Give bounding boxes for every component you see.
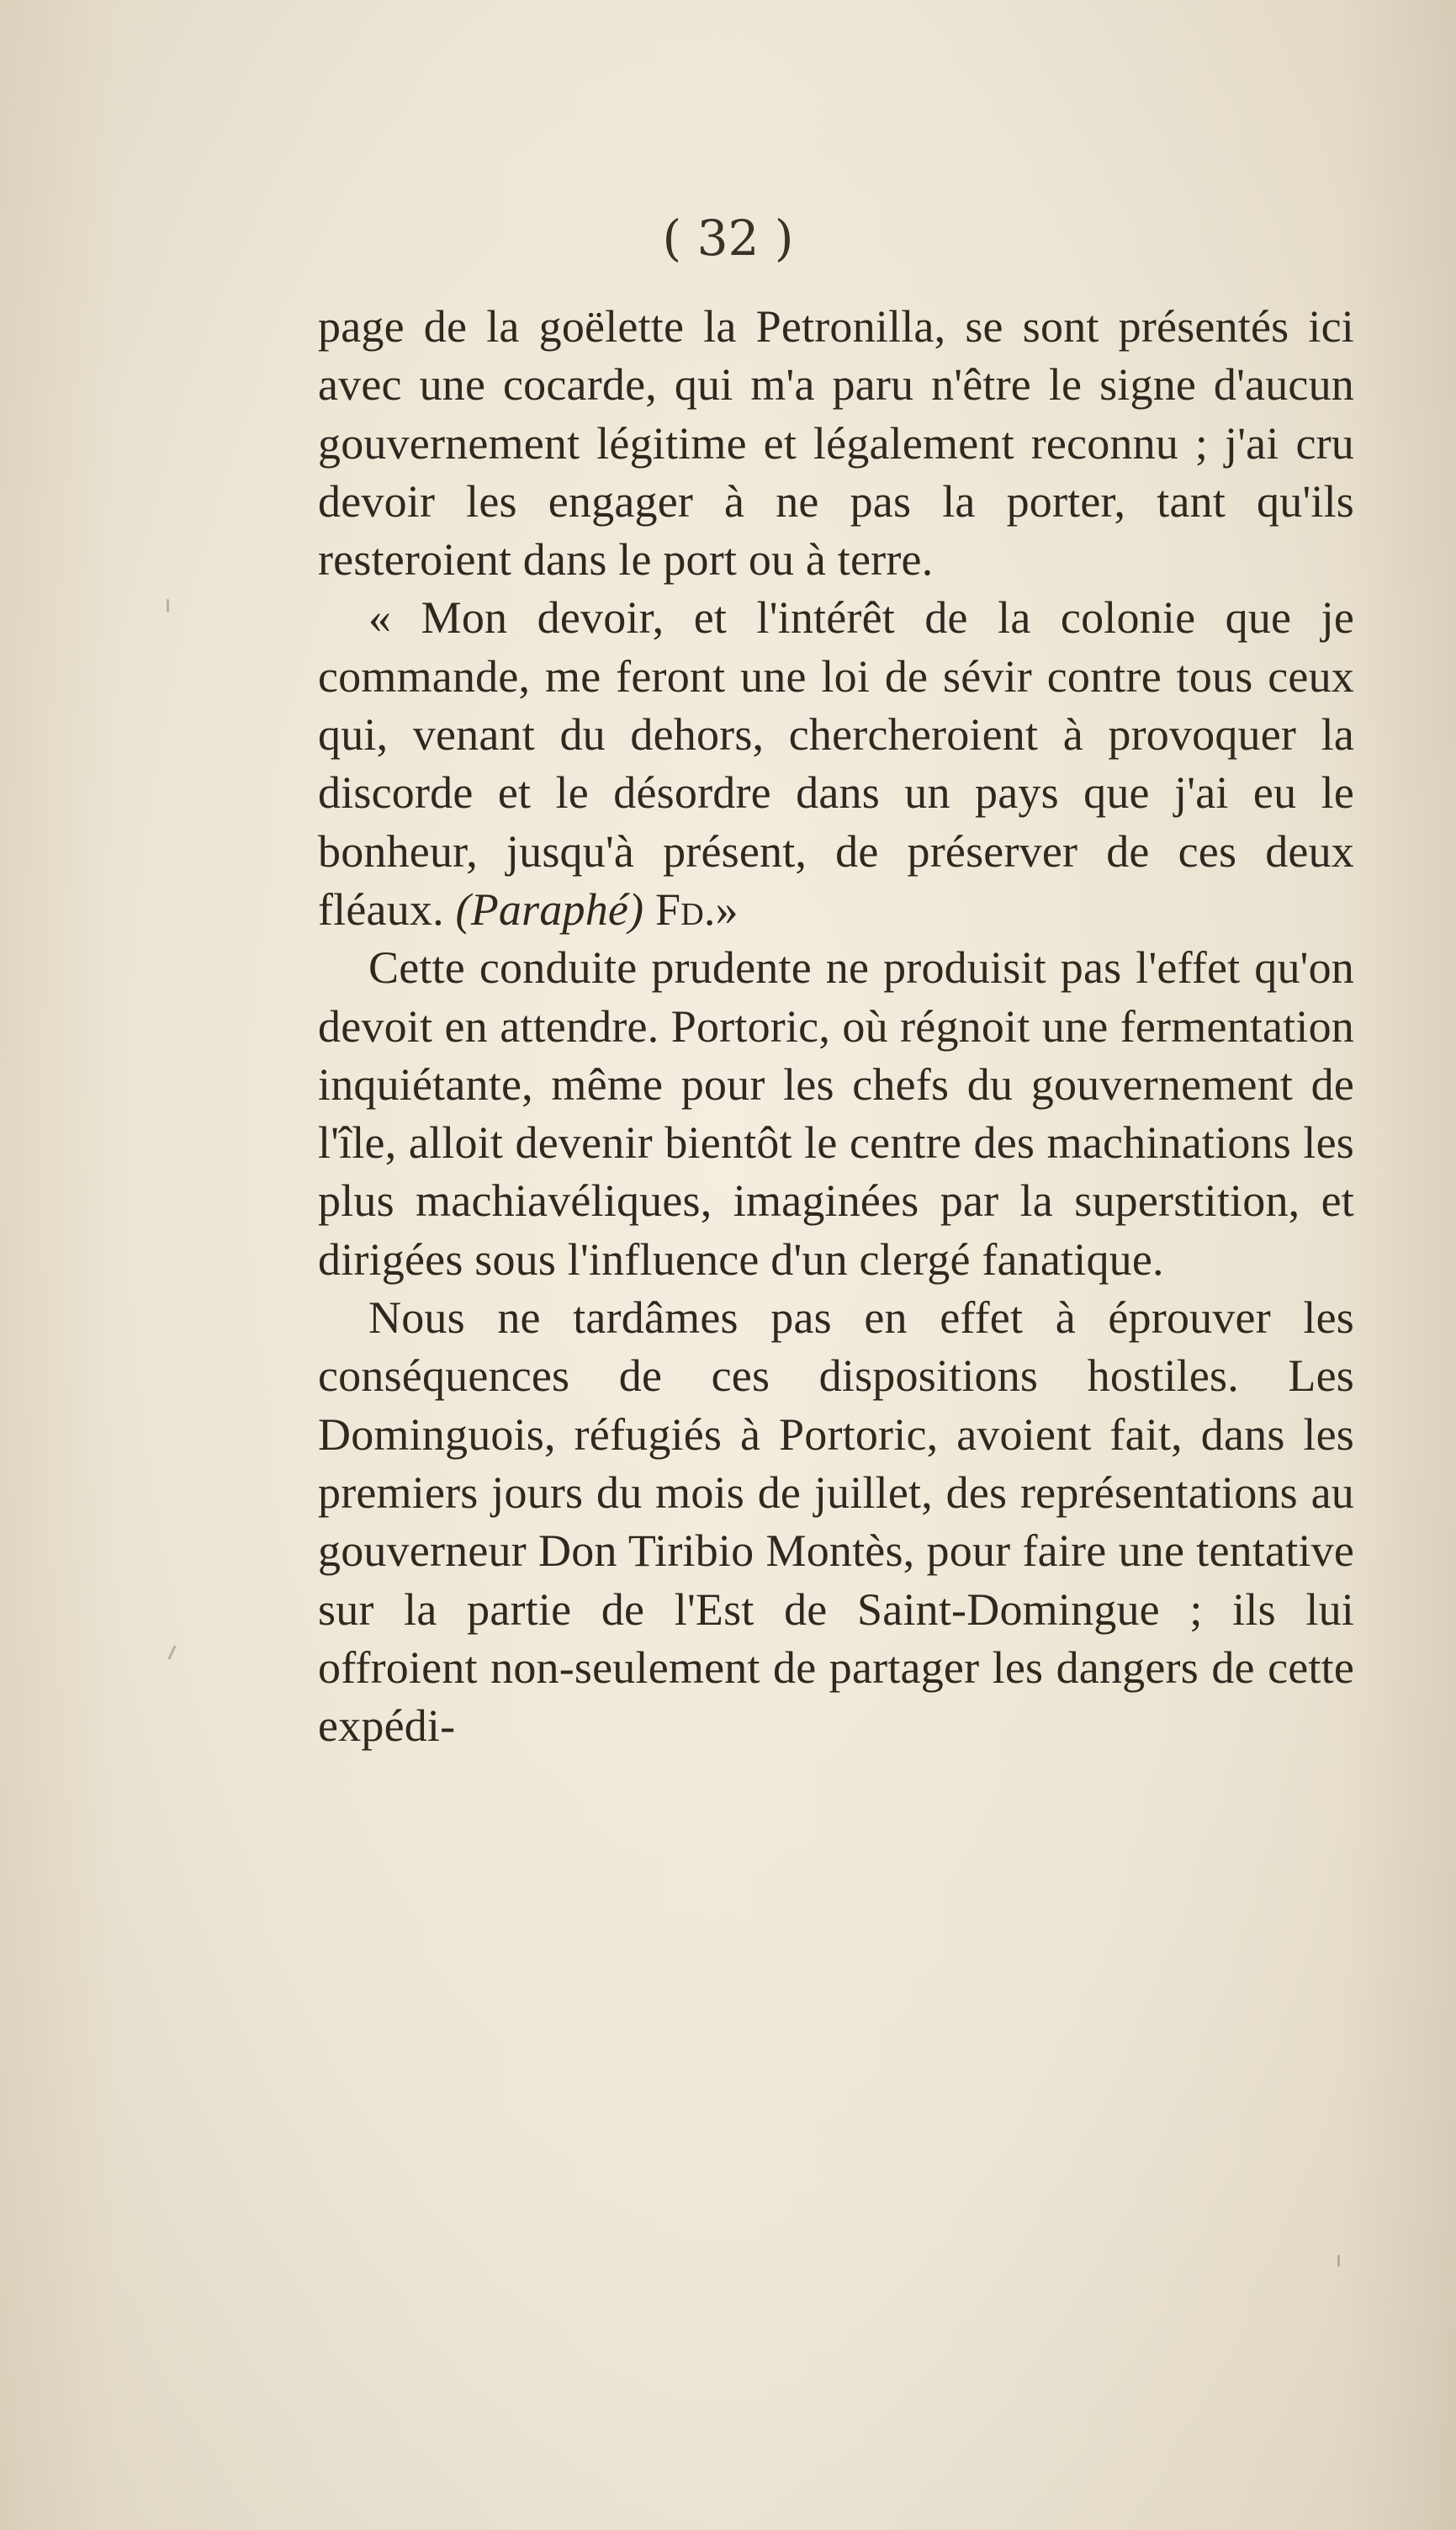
paraphe-mark: (Paraphé) xyxy=(455,883,644,935)
paragraph-3: Cette conduite prudente ne produisit pas l'effet qu'on devoit en attendre. Portoric, où régnoit une fermentation inquiétante, même pour les chefs du gouvernement de l'île, alloit devenir bientôt le centre des machinations les plus machiavéliques, imaginées par la superstition, et dirigées sous l'influence d'un clergé fanatique. xyxy=(318,942,1354,1285)
signature: Fd.» xyxy=(654,883,739,935)
paragraph-4: Nous ne tardâmes pas en effet à éprouver les conséquences de ces dispositions hostiles. Les Dominguois, réfugiés à Portoric, avoient fait, dans les premiers jours du mois de juillet, des représentations au gouverneur Don Tiribio Montès, pour faire une tentative sur la partie de l'Est de Saint-Domingue ; ils lui offroient non-seulement de partager les dangers de cette expédi- xyxy=(318,1292,1354,1752)
margin-mark xyxy=(167,599,169,613)
page-body xyxy=(318,298,1354,1755)
paragraph-2-text: « Mon devoir, et l'intérêt de la colonie que je commande, me feront une loi de sévir contre tous ceux qui, venant du dehors, chercheroient à provoquer la discorde et le désordre dans un pays que j'ai eu le bonheur, jusqu'à présent, de préserver de ces deux fléaux. xyxy=(318,592,1354,935)
margin-mark xyxy=(167,1645,176,1660)
paragraph-2 xyxy=(318,589,1354,939)
margin-mark xyxy=(1337,2255,1340,2267)
page-number: ( 32 ) xyxy=(662,210,794,267)
paragraph-1: page de la goëlette la Petronilla, se sont présentés ici avec une cocarde, qui m'a paru n'être le signe d'aucun gouvernement légitime et légalement reconnu ; j'ai cru devoir les engager à ne pas la porter, tant qu'ils resteroient dans le port ou à terre. xyxy=(318,301,1354,586)
